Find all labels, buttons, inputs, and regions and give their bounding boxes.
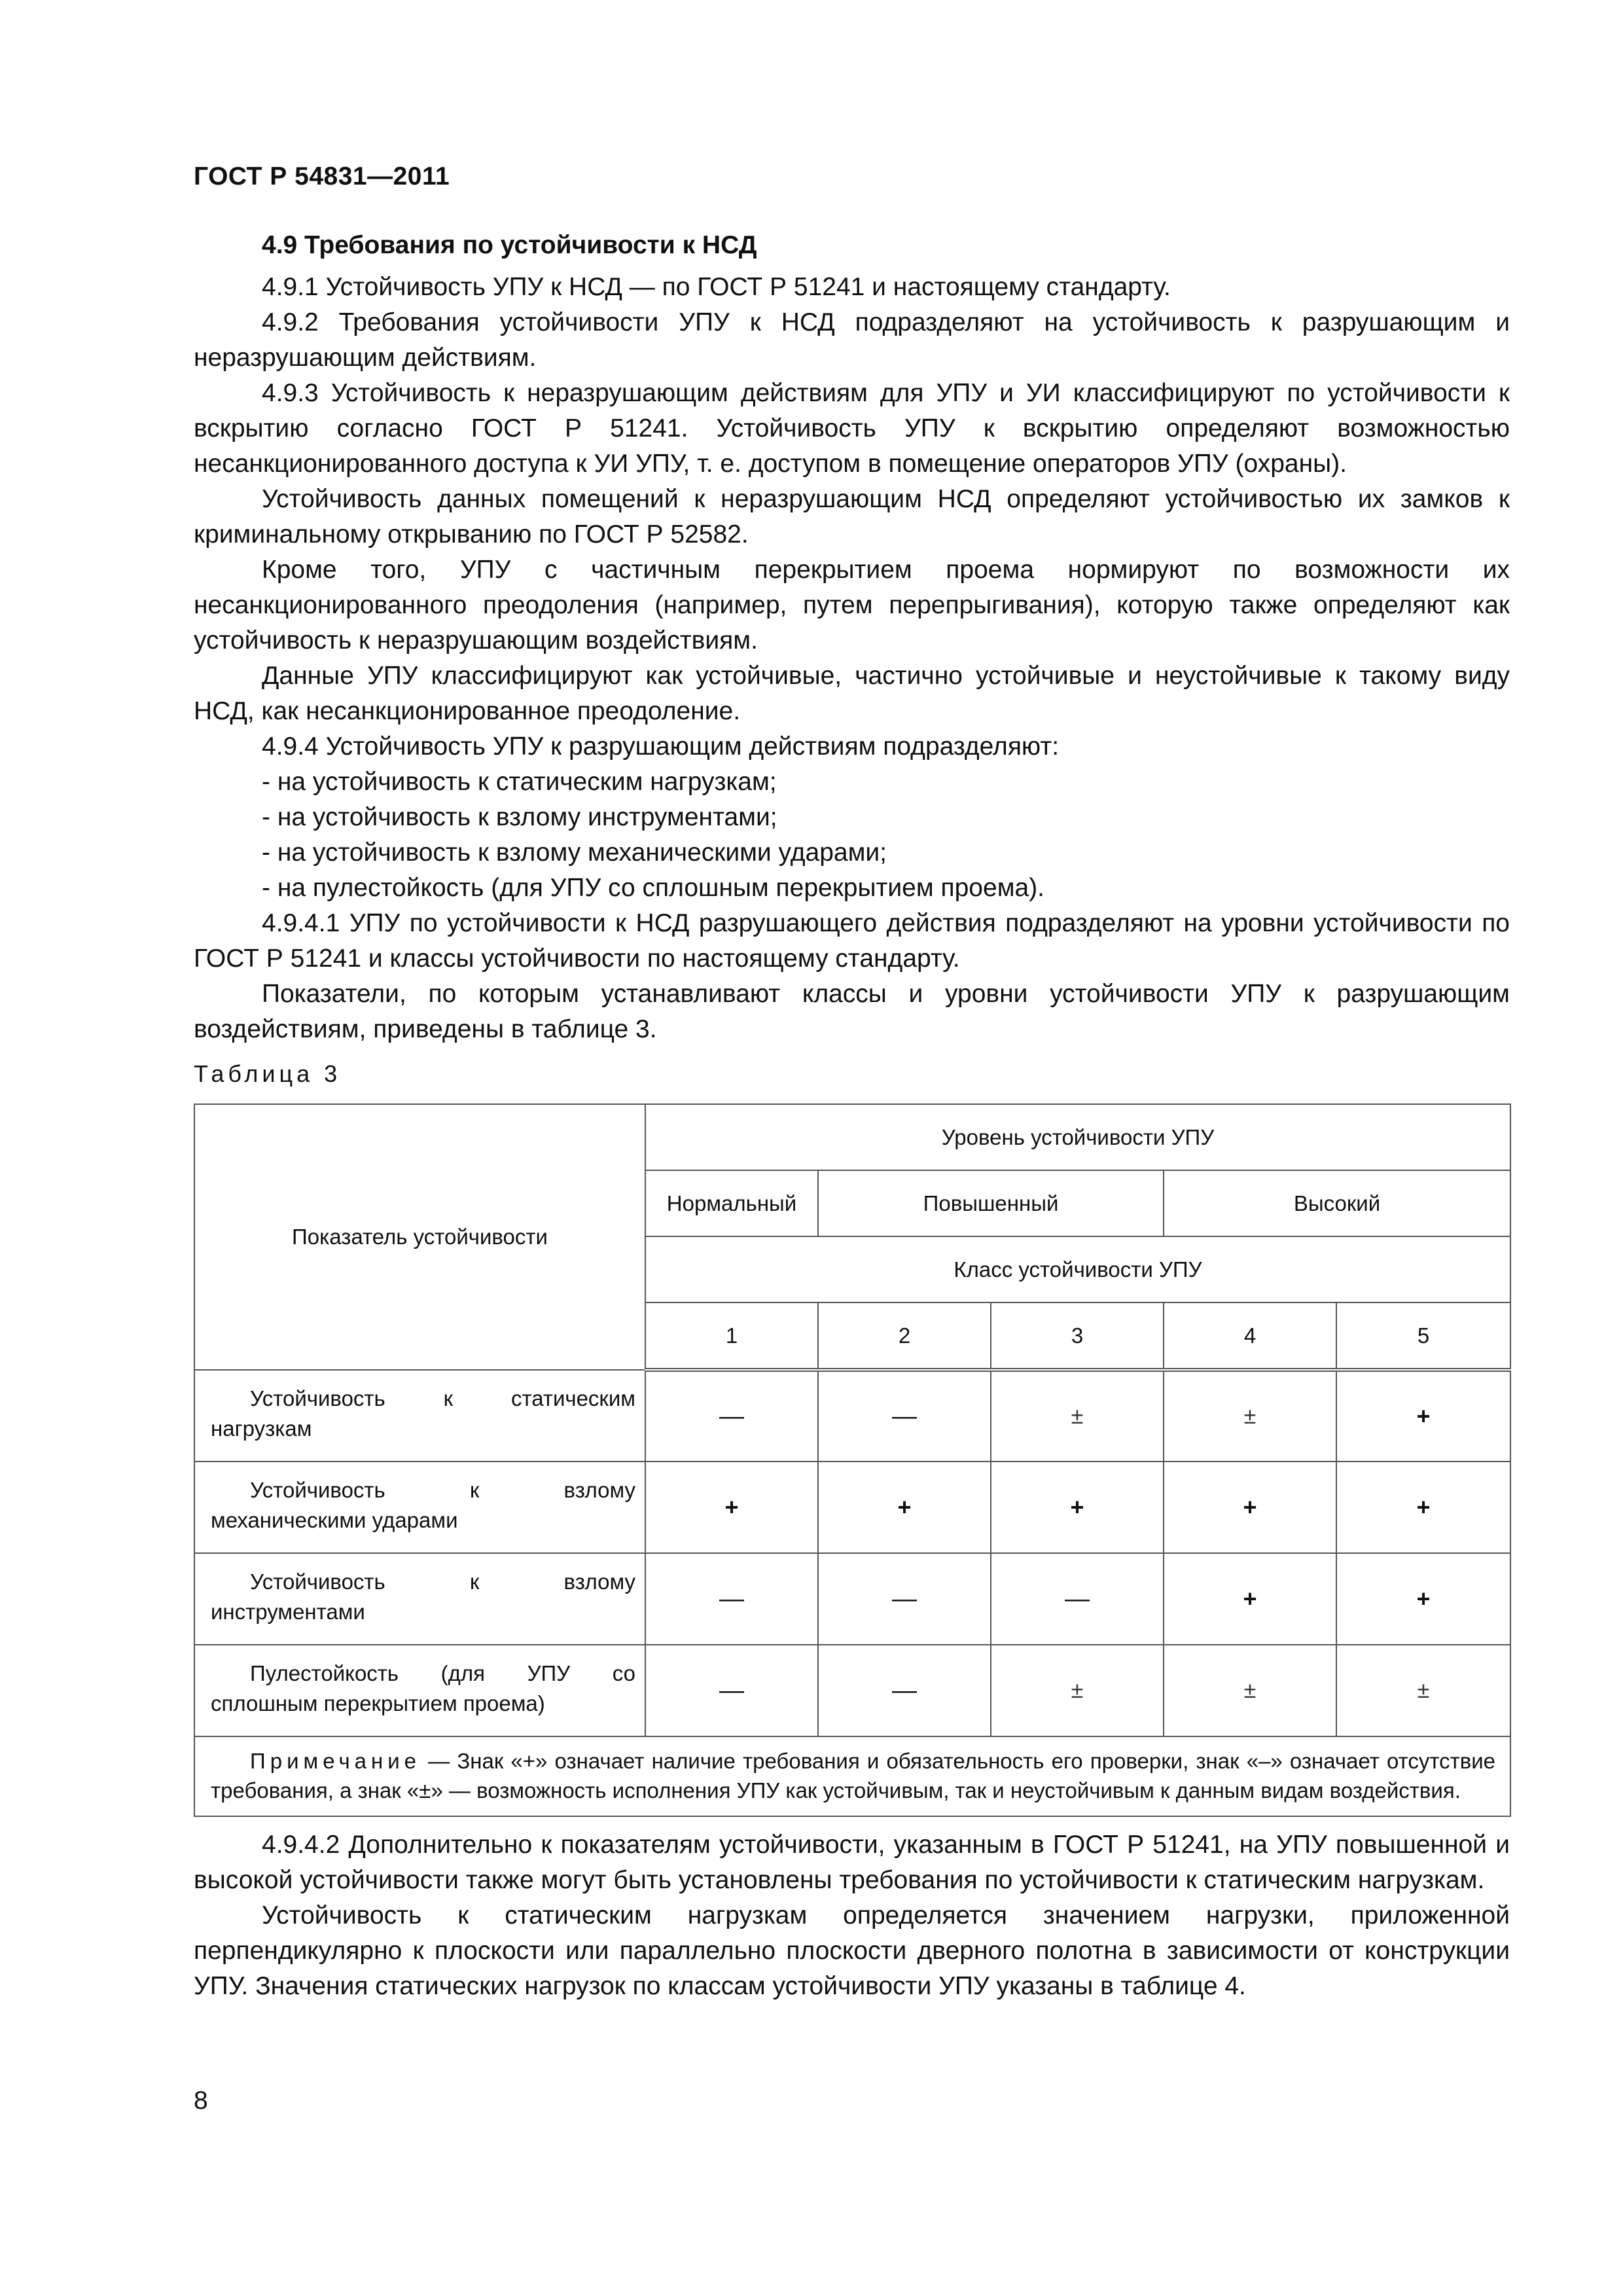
value-cell: ± xyxy=(1164,1370,1336,1462)
value-cell: — xyxy=(645,1645,818,1736)
value-cell: + xyxy=(645,1462,818,1553)
value-cell: + xyxy=(1164,1553,1336,1645)
table-3 xyxy=(194,1103,1511,1817)
indicator-cell: Устойчивость к взлому механическими ударами xyxy=(194,1462,645,1553)
class-number: 3 xyxy=(991,1302,1164,1370)
indicator-cell: Пулестойкость (для УПУ со сплошным перекрытием проема) xyxy=(194,1645,645,1736)
after-table-text xyxy=(194,1827,1510,2004)
paragraph: 4.9.4.2 Дополнительно к показателям устойчивости, указанным в ГОСТ Р 51241, на УПУ повышенной и высокой устойчивости также могут быть установлены требования по устойчивости к статическим нагрузкам. xyxy=(194,1831,1510,1894)
indicator-header: Показатель устойчивости xyxy=(194,1104,645,1370)
paragraph: Устойчивость к статическим нагрузкам определяется значением нагрузки, приложенной перпендикулярно к плоскости или параллельно плоскости дверного полотна в зависимости от конструкции УПУ. Значения статических нагрузок по классам устойчивости УПУ указаны в таблице 4. xyxy=(194,1901,1510,2000)
value-cell: — xyxy=(818,1553,991,1645)
list-item: - на устойчивость к статическим нагрузкам; xyxy=(262,768,777,796)
paragraph: 4.9.4 Устойчивость УПУ к разрушающим действиям подразделяют: xyxy=(262,732,1060,761)
value-cell: — xyxy=(818,1370,991,1462)
level-header: Уровень устойчивости УПУ xyxy=(645,1104,1510,1170)
class-number: 5 xyxy=(1336,1302,1510,1370)
table-note xyxy=(194,1736,1510,1816)
value-cell: — xyxy=(818,1645,991,1736)
value-cell: + xyxy=(1336,1370,1510,1462)
table-caption: Таблица 3 xyxy=(194,1060,342,1087)
table-row xyxy=(194,1645,1510,1736)
indicator-cell: Устойчивость к взлому инструментами xyxy=(194,1553,645,1645)
value-cell: — xyxy=(645,1370,818,1462)
value-cell: ± xyxy=(1164,1645,1336,1736)
value-cell: + xyxy=(1336,1462,1510,1553)
value-cell: + xyxy=(818,1462,991,1553)
table-row xyxy=(194,1370,1510,1462)
paragraph: Данные УПУ классифицируют как устойчивые, частично устойчивые и неустойчивые к такому виду НСД, как несанкционированное преодоление. xyxy=(194,662,1510,725)
paragraph: 4.9.2 Требования устойчивости УПУ к НСД подразделяют на устойчивость к разрушающим и неразрушающим действиям. xyxy=(194,308,1510,372)
value-cell: ± xyxy=(1336,1645,1510,1736)
value-cell: + xyxy=(1164,1462,1336,1553)
table-row xyxy=(194,1462,1510,1553)
class-number: 4 xyxy=(1164,1302,1336,1370)
paragraph: 4.9.4.1 УПУ по устойчивости к НСД разрушающего действия подразделяют на уровни устойчивости по ГОСТ Р 51241 и классы устойчивости по настоящему стандарту. xyxy=(194,909,1510,973)
value-cell: ± xyxy=(991,1645,1164,1736)
table-note-row xyxy=(194,1736,1510,1816)
table-row xyxy=(194,1553,1510,1645)
paragraph: 4.9.1 Устойчивость УПУ к НСД — по ГОСТ Р 51241 и настоящему стандарту. xyxy=(262,273,1171,301)
paragraph: Кроме того, УПУ с частичным перекрытием проема нормируют по возможности их несанкционированного преодоления (например, путем перепрыгивания), которую также определяют как устойчивость к неразрушающим воздействиям. xyxy=(194,556,1510,655)
value-cell: + xyxy=(991,1462,1164,1553)
indicator-cell: Устойчивость к статическим нагрузкам xyxy=(194,1370,645,1462)
level-normal: Нормальный xyxy=(645,1170,818,1236)
class-header: Класс устойчивости УПУ xyxy=(645,1236,1510,1302)
list-item: - на устойчивость к взлому механическими ударами; xyxy=(262,838,887,867)
level-high: Высокий xyxy=(1164,1170,1510,1236)
page-number: 8 xyxy=(194,2087,208,2115)
value-cell: ± xyxy=(991,1370,1164,1462)
value-cell: + xyxy=(1336,1553,1510,1645)
section-4-9 xyxy=(194,228,1510,1047)
document-header: ГОСТ Р 54831—2011 xyxy=(194,162,450,190)
list-item: - на устойчивость к взлому инструментами; xyxy=(262,803,777,831)
paragraph: Устойчивость данных помещений к неразрушающим НСД определяют устойчивостью их замков к криминальному открыванию по ГОСТ Р 52582. xyxy=(194,485,1510,548)
class-number: 1 xyxy=(645,1302,818,1370)
note-label: Примечание xyxy=(250,1749,421,1773)
note-text: — Знак «+» означает наличие требования и обязательность его проверки, знак «–» означает отсутствие требования, а знак «±» — возможность исполнения УПУ как устойчивым, так и неустойчивым к данным видам воздействия. xyxy=(211,1749,1496,1803)
paragraph: 4.9.3 Устойчивость к неразрушающим действиям для УПУ и УИ классифицируют по устойчивости к вскрытию согласно ГОСТ Р 51241. Устойчивость УПУ к вскрытию определяют возможностью несанкционированного доступа к УИ УПУ, т. е. доступом в помещение операторов УПУ (охраны). xyxy=(194,379,1510,478)
value-cell: — xyxy=(645,1553,818,1645)
section-heading: 4.9 Требования по устойчивости к НСД xyxy=(262,231,757,259)
paragraph: Показатели, по которым устанавливают классы и уровни устойчивости УПУ к разрушающим воздействиям, приведены в таблице 3. xyxy=(194,980,1510,1043)
list-item: - на пулестойкость (для УПУ со сплошным перекрытием проема). xyxy=(262,874,1045,902)
class-number: 2 xyxy=(818,1302,991,1370)
level-elevated: Повышенный xyxy=(818,1170,1164,1236)
value-cell: — xyxy=(991,1553,1164,1645)
